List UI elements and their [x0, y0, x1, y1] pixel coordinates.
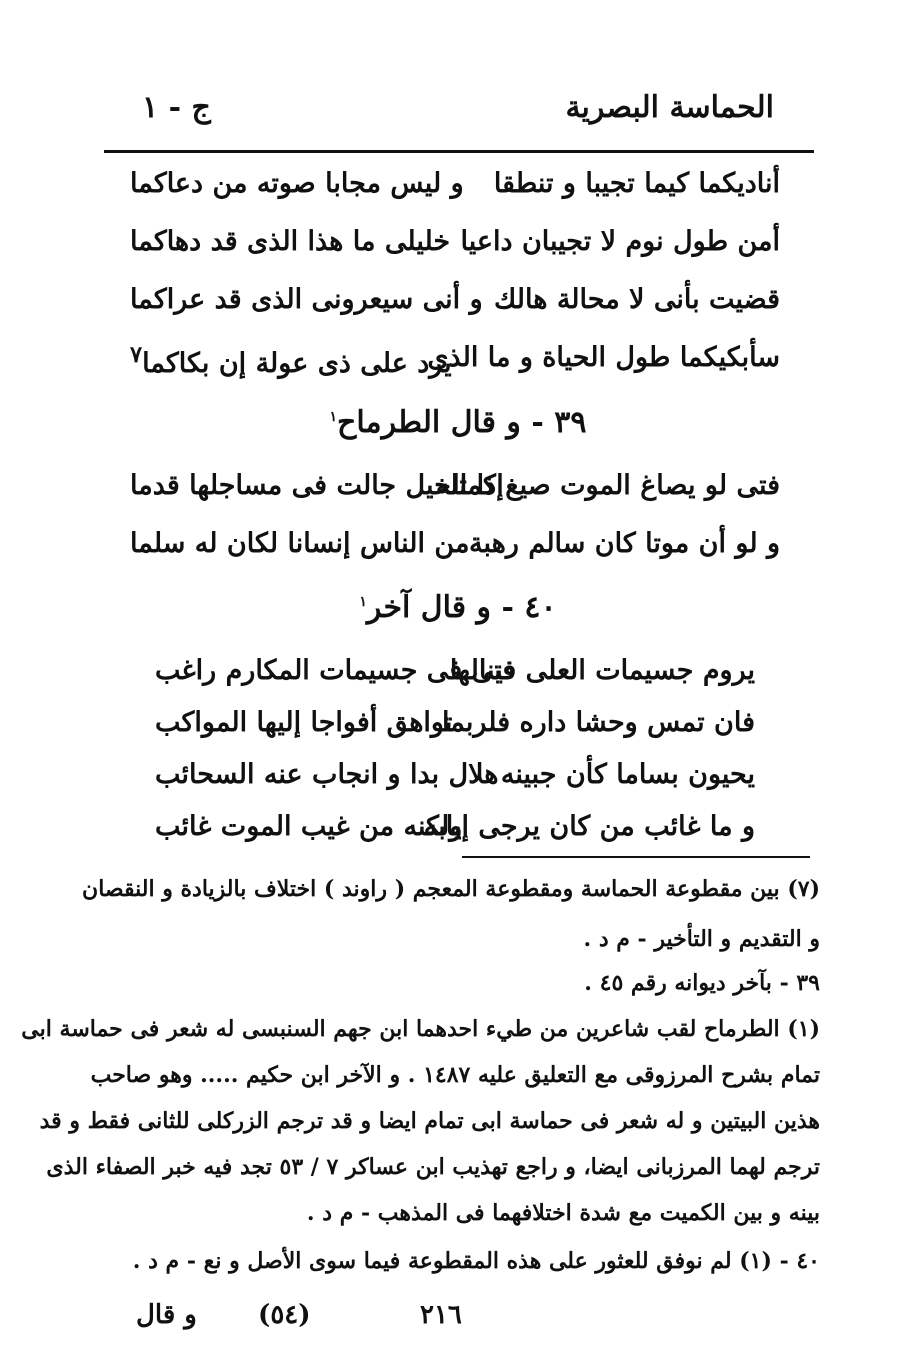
footnote-separator: [462, 856, 810, 858]
footnote-line: (٧) بين مقطوعة الحماسة ومقطوعة المعجم ( راوند ) اختلاف بالزيادة و النقصان: [82, 876, 820, 902]
footnote-marker: ١: [359, 594, 367, 610]
poem-heading-text: ٤٠ - و قال آخر: [366, 590, 557, 625]
footnote-line: ٣٩ - بآخر ديوانه رقم ٤٥ .: [584, 970, 820, 996]
catchword: و قال: [136, 1300, 197, 1330]
hemistich-second: إذا الخيل جالت فى مساجلها قدما: [130, 470, 504, 501]
verse-row: [130, 470, 780, 528]
footnote-line: تمام بشرح المرزوقى مع التعليق عليه ١٤٨٧ . و الآخر ابن حكيم ..... وهو صاحب: [90, 1062, 820, 1088]
hemistich-second: و ليس مجابا صوته من دعاكما: [130, 168, 464, 199]
poem-heading: [0, 590, 916, 625]
hemistich-first: فان تمس وحشا داره فلربما: [442, 707, 755, 738]
footnote-line: هذين البيتين و له شعر فى حماسة ابى تمام ايضا و قد ترجم الزركلى للثانى فقط و قد: [39, 1108, 820, 1134]
hemistich-first: و ما غائب من كان يرجى إيابه: [423, 811, 755, 842]
verse-row: [130, 528, 780, 586]
page-number: ٢١٦: [420, 1300, 462, 1330]
hemistich-first: سأبكيكما طول الحياة و ما الذى: [427, 342, 780, 373]
verse-row: [155, 811, 755, 869]
hemistich-second: ولكنه من غيب الموت غائب: [155, 811, 463, 842]
verse-row: [130, 168, 780, 226]
hemistich-second: من الناس إنسانا لكان له سلما: [130, 528, 470, 559]
verse-row: [130, 226, 780, 284]
hemistich-text: يرد على ذى عولة إن بكاكما: [142, 348, 452, 379]
footnote-line: و التقديم و التأخير - م د .: [583, 926, 820, 952]
verse-row: [155, 759, 755, 817]
hemistich-second: و أنى سيعرونى الذى قد عراكما: [130, 284, 483, 315]
hemistich-second: هلال بدا و انجاب عنه السحائب: [155, 759, 499, 790]
footnote-line: (١) الطرماح لقب شاعرين من طيء احدهما ابن جهم السنبسى له شعر فى حماسة ابى: [21, 1016, 820, 1042]
header-rule: [104, 150, 814, 153]
verse-row: [155, 655, 755, 713]
footnote-line: ٤٠ - (١) لم نوفق للعثور على هذه المقطوعة فيما سوى الأصل و نع - م د .: [132, 1248, 820, 1274]
poem-heading: [0, 405, 916, 440]
hemistich-second: خليلى ما هذا الذى قد دهاكما: [130, 226, 451, 257]
hemistich-first: قضيت بأنى لا محالة هالك: [493, 284, 780, 315]
signature-mark: (٥٤): [258, 1300, 311, 1330]
hemistich-first: أمن طول نوم لا تجيبان داعيا: [460, 226, 780, 257]
verse-row: [155, 707, 755, 765]
footnote-marker: ٧: [130, 342, 143, 368]
footnote-marker: ١: [329, 409, 338, 425]
hemistich-second: تواهق أفواجا إليها المواكب: [155, 707, 453, 738]
footnote-line: ترجم لهما المرزبانى ايضا، و راجع تهذيب ابن عساكر ٧ / ٥٣ تجد فيه خبر الصفاء الذى: [46, 1154, 820, 1180]
hemistich-first: فتى لو يصاغ الموت صيغ كمثله: [435, 470, 780, 501]
part-number: ج - ١: [142, 90, 211, 125]
poem-heading-text: ٣٩ - و قال الطرماح: [337, 405, 587, 440]
hemistich-first: يحيون بساما كأن جبينه: [500, 759, 755, 790]
hemistich-first: يروم جسيمات العلى فينالها: [449, 655, 755, 686]
verse-row: [130, 342, 780, 400]
hemistich-first: أناديكما كيما تجيبا و تنطقا: [493, 168, 780, 199]
hemistich-first: و لو أن موتا كان سالم رهبة: [469, 528, 780, 559]
book-title: الحماسة البصرية: [565, 90, 774, 125]
verse-row: [130, 284, 780, 342]
footnote-line: بينه و بين الكميت مع شدة اختلافهما فى المذهب - م د .: [306, 1200, 820, 1226]
hemistich-second: [130, 342, 452, 379]
hemistich-second: فتى فى جسيمات المكارم راغب: [155, 655, 516, 686]
